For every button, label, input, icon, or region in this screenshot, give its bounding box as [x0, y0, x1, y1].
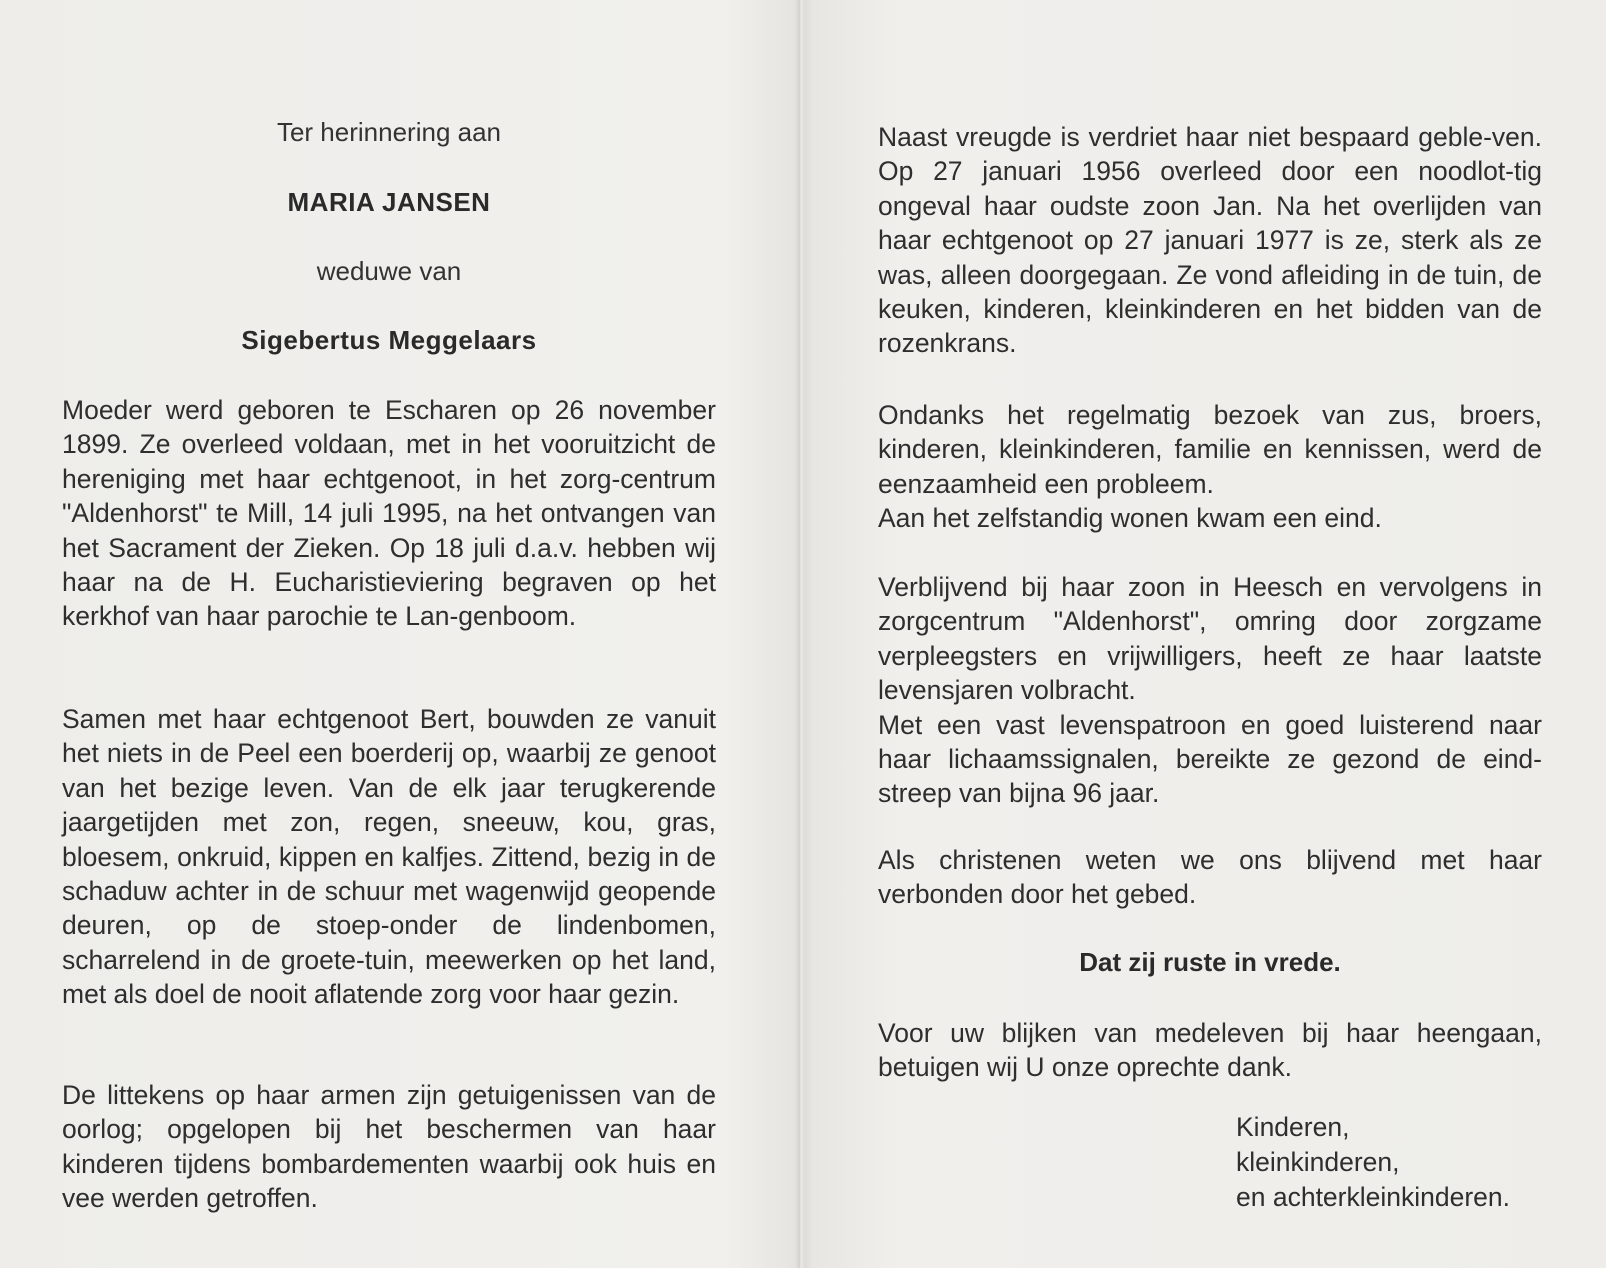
deceased-name: MARIA JANSEN	[287, 187, 491, 217]
later-years-paragraph: Verblijvend bij haar zoon in Heesch en vervolgens in zorgcentrum "Aldenhorst", omring door zorgzame verpleegsters en vrijwilligers, heeft ze haar laatste levensjaren volbracht. Met een vast levenspatroon en goed luisterend naar haar lichaamssignalen, bereikte ze gezond de eind-streep van bijna 96 jaar.	[878, 572, 1542, 809]
biography-paragraph: Moeder werd geboren te Escharen op 26 november 1899. Ze overleed voldaan, met in het vooruitzicht de hereniging met haar echtgenoot, in het zorg-centrum "Aldenhorst" te Mill, 14 juli 1995, na het ontvangen van het Sacrament der Zieken. Op 18 juli d.a.v. hebben wij haar na de H. Eucharistieviering begraven op het kerkhof van haar parochie te Lan-genboom.	[62, 395, 716, 632]
sorrow-paragraph: Naast vreugde is verdriet haar niet bespaard geble-ven. Op 27 januari 1956 overleed door een noodlot-tig ongeval haar oudste zoon Jan. Na het overlijden van haar echtgenoot op 27 januari 1977 is ze, sterk als ze was, alleen doorgegaan. Ze vond afleiding in de tuin, de keuken, kinderen, kleinkinderen en het bidden van de rozenkrans.	[878, 122, 1542, 359]
signoff-line: kleinkinderen,	[1236, 1147, 1400, 1177]
loneliness-paragraph: Ondanks het regelmatig bezoek van zus, broers, kinderen, kleinkinderen, familie en kennissen, werd de eenzaamheid een probleem. Aan het zelfstandig wonen kwam een eind.	[878, 400, 1542, 534]
relation-line: weduwe van	[316, 256, 462, 286]
spouse-name: Sigebertus Meggelaars	[241, 325, 537, 355]
faith-paragraph: Als christenen weten we ons blijvend met haar verbonden door het gebed.	[878, 845, 1542, 910]
signoff-line: Kinderen,	[1236, 1112, 1350, 1142]
rest-in-peace: Dat zij ruste in vrede.	[1079, 947, 1341, 977]
card-fold	[795, 0, 805, 1268]
thanks-paragraph: Voor uw blijken van medeleven bij haar heengaan, betuigen wij U onze oprechte dank.	[878, 1018, 1542, 1083]
signoff	[1236, 1110, 1510, 1215]
intro-line: Ter herinnering aan	[276, 117, 502, 147]
farm-life-paragraph: Samen met haar echtgenoot Bert, bouwden ze vanuit het niets in de Peel een boerderij op, waarbij ze genoot van het bezige leven. Van de elk jaar terugkerende jaargetijden met zon, regen, sneeuw, kou, gras, bloesem, onkruid, kippen en kalfjes. Zittend, bezig in de schaduw achter in de schuur met wagenwijd geopende deuren, op de stoep-onder de lindenbomen, scharrelend in de groete-tuin, meewerken op het land, met als doel de nooit aflatende zorg voor haar gezin.	[62, 704, 716, 1010]
war-paragraph: De littekens op haar armen zijn getuigenissen van de oorlog; opgelopen bij het beschermen van haar kinderen tijdens bombardementen waarbij ook huis en vee werden getroffen.	[62, 1080, 716, 1214]
signoff-line: en achterkleinkinderen.	[1236, 1182, 1511, 1212]
